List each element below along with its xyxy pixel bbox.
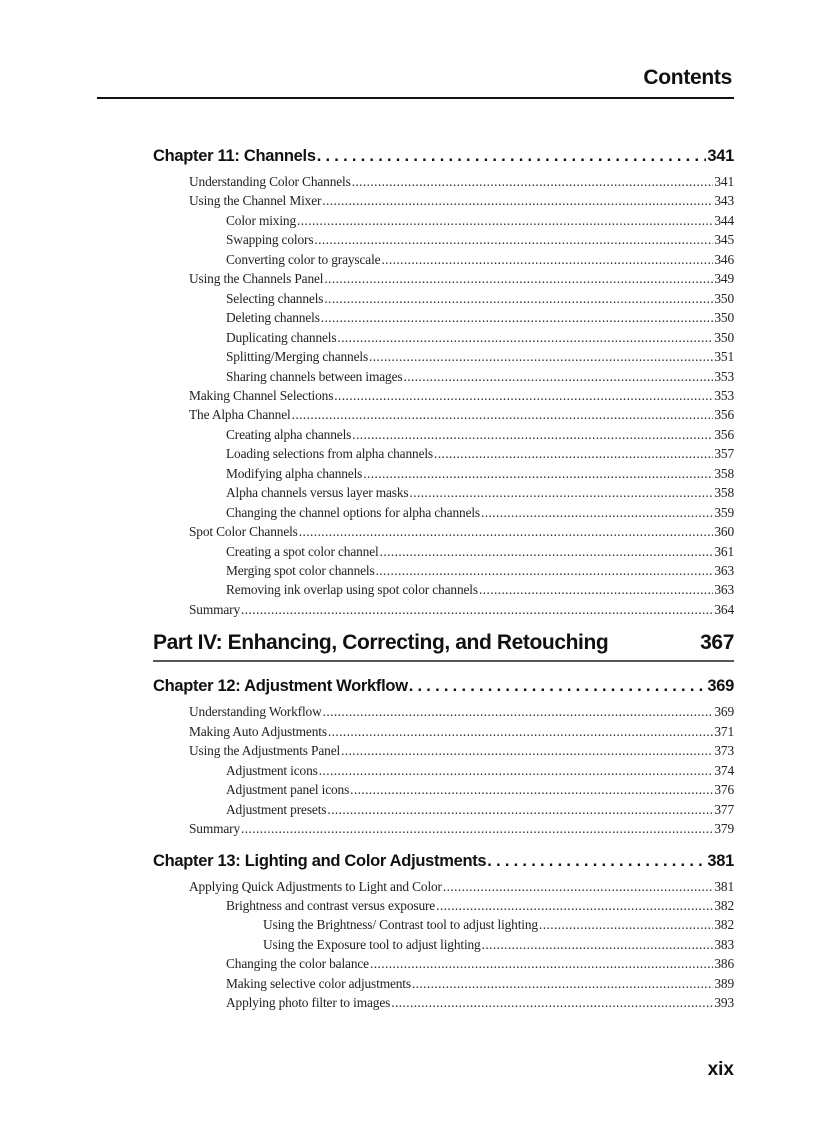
toc-entry xyxy=(153,763,734,779)
entry-page: 376 xyxy=(714,782,734,798)
toc-entry xyxy=(153,937,734,953)
dot-leader xyxy=(363,466,713,482)
dot-leader xyxy=(391,995,713,1011)
toc-entry xyxy=(153,802,734,818)
entry-title: Making Channel Selections xyxy=(189,387,334,403)
toc-entry xyxy=(153,388,734,404)
toc-entry xyxy=(153,544,734,560)
entry-title: Understanding Color Channels xyxy=(189,174,351,189)
dot-leader xyxy=(327,802,713,818)
dot-leader xyxy=(443,879,713,895)
entry-title: Applying photo filter to images xyxy=(226,995,391,1011)
toc-entry xyxy=(153,704,734,720)
toc-entry xyxy=(153,213,734,229)
dot-leader xyxy=(317,147,707,166)
entry-title: Loading selections from alpha channels xyxy=(226,446,433,462)
toc-entry xyxy=(153,582,734,598)
dot-leader xyxy=(380,544,714,560)
entry-title: Summary xyxy=(189,821,241,837)
entry-title: Deleting channels xyxy=(226,310,320,326)
dot-leader xyxy=(539,917,713,933)
dot-leader xyxy=(297,213,713,229)
entry-page: 381 xyxy=(714,878,734,894)
chapter-heading xyxy=(153,147,734,166)
dot-leader xyxy=(409,677,707,696)
dot-leader xyxy=(241,821,713,837)
dot-leader xyxy=(341,743,713,759)
chapter-heading xyxy=(153,852,734,871)
entry-page: 350 xyxy=(714,310,734,326)
entry-page: 356 xyxy=(714,426,734,442)
dot-leader xyxy=(323,704,714,720)
toc-entry xyxy=(153,505,734,521)
toc-entry xyxy=(153,291,734,307)
entry-page: 351 xyxy=(714,349,734,365)
dot-leader xyxy=(321,310,714,326)
toc-entry xyxy=(153,466,734,482)
entry-title: The Alpha Channel xyxy=(189,407,291,423)
entry-page: 377 xyxy=(714,801,734,817)
page-number: xix xyxy=(707,1059,734,1080)
dot-leader xyxy=(334,388,713,404)
entry-title: Using the Exposure tool to adjust lighting xyxy=(263,936,481,952)
entry-page: 341 xyxy=(714,174,734,189)
dot-leader xyxy=(370,956,713,972)
entry-title: Understanding Workflow xyxy=(189,704,322,720)
entry-page: 383 xyxy=(714,936,734,952)
entry-page: 382 xyxy=(714,917,734,933)
entry-title: Swapping colors xyxy=(226,232,314,248)
chapter-heading xyxy=(153,677,734,696)
entry-title: Creating alpha channels xyxy=(226,426,352,442)
toc-entry xyxy=(153,427,734,443)
entry-title: Adjustment panel icons xyxy=(226,782,350,798)
running-header-title: Contents xyxy=(643,66,732,89)
entry-title: Duplicating channels xyxy=(226,329,337,345)
dot-leader xyxy=(328,724,713,740)
dot-leader xyxy=(299,524,714,540)
entry-title: Using the Brightness/ Contrast tool to adjust lighting xyxy=(263,917,538,933)
entry-page: 363 xyxy=(714,582,734,598)
toc-entry xyxy=(153,821,734,837)
chapter-page: 369 xyxy=(707,677,734,696)
dot-leader xyxy=(376,563,714,579)
entry-page: 364 xyxy=(714,601,734,617)
dot-leader xyxy=(241,602,713,618)
entry-page: 358 xyxy=(714,485,734,501)
chapter-title: Chapter 11: Channels xyxy=(153,147,316,165)
dot-leader xyxy=(381,252,713,268)
part-page: 367 xyxy=(700,631,734,655)
toc-entry xyxy=(153,995,734,1011)
chapter-title: Chapter 12: Adjustment Workflow xyxy=(153,677,408,696)
toc-entry xyxy=(153,898,734,914)
dot-leader xyxy=(292,407,714,423)
entry-page: 393 xyxy=(714,995,734,1011)
entry-title: Alpha channels versus layer masks xyxy=(226,485,409,501)
entry-page: 344 xyxy=(714,212,734,228)
toc-entry xyxy=(153,174,734,190)
toc-entry xyxy=(153,563,734,579)
entry-title: Creating a spot color channel xyxy=(226,543,379,559)
dot-leader xyxy=(322,193,713,209)
dot-leader xyxy=(409,485,713,501)
toc-entry xyxy=(153,232,734,248)
dot-leader xyxy=(350,782,713,798)
toc-entry xyxy=(153,349,734,365)
entry-title: Spot Color Channels xyxy=(189,524,298,540)
entry-title: Sharing channels between images xyxy=(226,368,403,384)
dot-leader xyxy=(481,505,713,521)
dot-leader xyxy=(412,976,713,992)
entry-page: 374 xyxy=(714,762,734,778)
entry-title: Selecting channels xyxy=(226,290,324,306)
toc-entry xyxy=(153,724,734,740)
entry-page: 343 xyxy=(714,193,734,209)
dot-leader xyxy=(314,232,713,248)
entry-page: 386 xyxy=(714,956,734,972)
entry-title: Removing ink overlap using spot color channels xyxy=(226,582,478,598)
part-title: Part IV: Enhancing, Correcting, and Retouching xyxy=(153,631,609,655)
entry-page: 346 xyxy=(714,251,734,267)
toc-entry xyxy=(153,193,734,209)
entry-title: Adjustment icons xyxy=(226,762,318,778)
toc-entry xyxy=(153,271,734,287)
entry-title: Brightness and contrast versus exposure xyxy=(226,897,436,913)
dot-leader xyxy=(369,349,713,365)
dot-leader xyxy=(337,330,713,346)
entry-title: Changing the color balance xyxy=(226,956,369,972)
toc-entry xyxy=(153,956,734,972)
part-rule xyxy=(153,660,734,662)
entry-page: 379 xyxy=(714,821,734,837)
toc-entry xyxy=(153,407,734,423)
entry-page: 349 xyxy=(714,271,734,287)
toc-entry xyxy=(153,917,734,933)
toc-entry xyxy=(153,524,734,540)
toc-entry xyxy=(153,602,734,618)
dot-leader xyxy=(403,369,713,385)
entry-page: 353 xyxy=(714,368,734,384)
dot-leader xyxy=(434,446,713,462)
toc-entry xyxy=(153,743,734,759)
entry-page: 382 xyxy=(714,897,734,913)
header-rule xyxy=(97,97,734,99)
entry-title: Converting color to grayscale xyxy=(226,251,381,267)
entry-title: Making Auto Adjustments xyxy=(189,723,327,739)
chapter-page: 381 xyxy=(707,851,734,870)
entry-title: Summary xyxy=(189,601,241,617)
dot-leader xyxy=(436,898,713,914)
dot-leader xyxy=(479,582,713,598)
entry-page: 371 xyxy=(714,723,734,739)
entry-title: Making selective color adjustments xyxy=(226,975,411,991)
entry-title: Using the Channel Mixer xyxy=(189,193,322,209)
entry-title: Changing the channel options for alpha channels xyxy=(226,504,480,520)
entry-page: 350 xyxy=(714,290,734,306)
toc-entry xyxy=(153,369,734,385)
dot-leader xyxy=(482,937,714,953)
dot-leader xyxy=(319,763,714,779)
entry-title: Using the Adjustments Panel xyxy=(189,743,341,759)
entry-title: Splitting/Merging channels xyxy=(226,349,369,365)
entry-page: 350 xyxy=(714,329,734,345)
toc-entry xyxy=(153,485,734,501)
toc-entry xyxy=(153,879,734,895)
toc-entry xyxy=(153,782,734,798)
toc-entry xyxy=(153,310,734,326)
entry-page: 345 xyxy=(714,232,734,248)
dot-leader xyxy=(487,852,706,871)
toc-entry xyxy=(153,976,734,992)
part-heading xyxy=(153,631,734,655)
entry-page: 361 xyxy=(714,543,734,559)
entry-page: 358 xyxy=(714,465,734,481)
dot-leader xyxy=(352,174,714,190)
entry-title: Applying Quick Adjustments to Light and Color xyxy=(189,878,442,894)
entry-page: 353 xyxy=(714,387,734,403)
entry-page: 369 xyxy=(714,704,734,720)
chapter-page: 341 xyxy=(707,147,734,165)
toc-entry xyxy=(153,252,734,268)
entry-title: Modifying alpha channels xyxy=(226,465,363,481)
entry-page: 373 xyxy=(714,743,734,759)
toc-entry xyxy=(153,446,734,462)
toc-entry xyxy=(153,330,734,346)
entry-title: Color mixing xyxy=(226,212,296,228)
entry-page: 363 xyxy=(714,563,734,578)
entry-title: Adjustment presets xyxy=(226,801,327,817)
dot-leader xyxy=(324,271,713,287)
dot-leader xyxy=(324,291,713,307)
entry-page: 389 xyxy=(714,975,734,991)
entry-page: 360 xyxy=(714,524,734,540)
chapter-title: Chapter 13: Lighting and Color Adjustments xyxy=(153,851,487,870)
entry-title: Using the Channels Panel xyxy=(189,271,324,287)
entry-page: 357 xyxy=(714,446,734,462)
entry-page: 356 xyxy=(714,407,734,423)
entry-title: Merging spot color channels xyxy=(226,563,375,578)
entry-page: 359 xyxy=(714,504,734,520)
dot-leader xyxy=(352,427,713,443)
